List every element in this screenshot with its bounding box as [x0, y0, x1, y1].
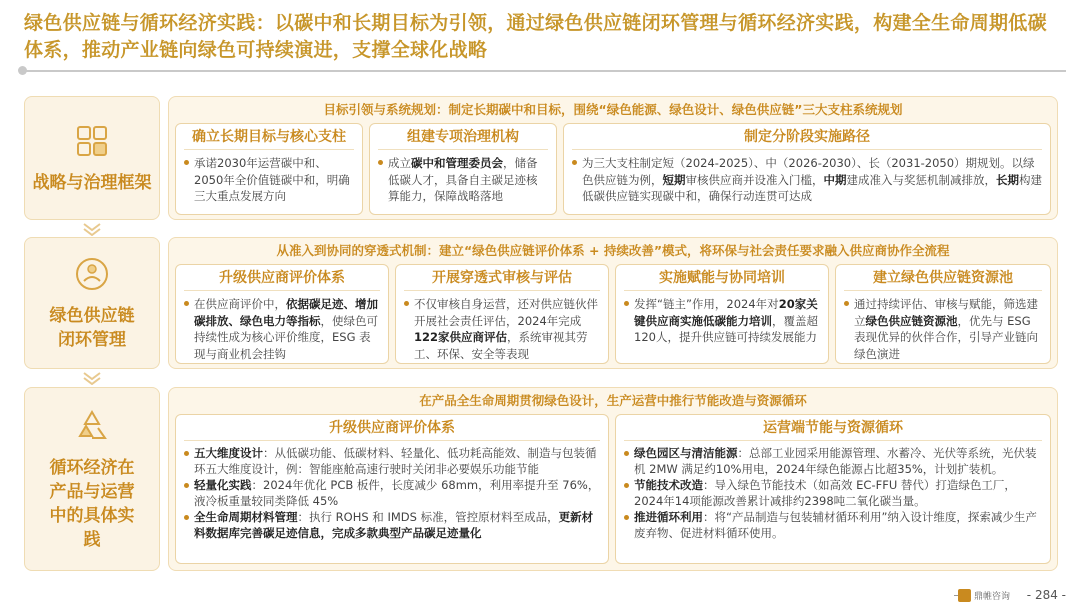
list-item: 绿色园区与清洁能源：总部工业园采用能源管理、水蓄冷、光伏等系统，光伏装机 2MW 满足约10%用电，2024年绿色能源占比超35%，计划扩装机。 [624, 445, 1042, 477]
footer-brand: 鼎帷咨询 [973, 592, 1010, 602]
card-title: 制定分阶段实施路径 [572, 124, 1042, 150]
section-strategy [24, 96, 1058, 220]
section-banner: 目标引领与系统规划：制定长期碳中和目标，围绕“绿色能源、绿色设计、绿色供应链”三大支柱系统规划 [323, 102, 903, 117]
card-long-term-goals [175, 123, 363, 215]
section-panel [168, 96, 1058, 220]
card-body: 为三大支柱制定短（2024-2025）、中（2026-2030）、长（2031-2050）期规划。以绿色供应链为例，短期审核供应商并设准入门槛，中期建成准入与奖惩机制减排放，长期构建低碳供应链实现碳中和，确保行动连贯可达成 [564, 150, 1050, 205]
card-body: 承诺2030年运营碳中和、2050年全价值链碳中和，明确三大重点发展方向 [176, 150, 362, 205]
section-panel [168, 387, 1058, 571]
page-number: - 284 - [1026, 588, 1066, 602]
section-banner: 在产品全生命周期贯彻绿色设计，生产运营中推行节能改造与资源循环 [419, 393, 807, 408]
section-label-box [24, 96, 160, 220]
brand-logo-icon [958, 589, 971, 602]
card-title: 实施赋能与协同培训 [624, 265, 820, 291]
supplier-network-icon [72, 254, 112, 294]
card-body: 发挥“链主”作用，2024年对20家关键供应商实施低碳能力培训，覆盖超120人，提升供应链可持续发展能力 [616, 291, 828, 346]
footer-logo [958, 589, 1010, 602]
card-title: 开展穿透式审核与评估 [404, 265, 600, 291]
list-item: 轻量化实践：2024年优化 PCB 板件，长度减少 68mm，利用率提升至 76%，液冷板重量较同类降低 45% [184, 477, 600, 509]
bullet-list [176, 441, 608, 541]
section-banner: 从准入到协同的穿透式机制：建立“绿色供应链评价体系 + 持续改善”模式，将环保与社会责任要求融入供应商协作全流程 [276, 243, 950, 258]
title-rule [22, 70, 1066, 72]
card-title: 建立绿色供应链资源池 [844, 265, 1042, 291]
card-body: 通过持续评估、审核与赋能，筛选建立绿色供应链资源池，优先与 ESG 表现优异的伙伴合作，引导产业链向绿色演进 [836, 291, 1050, 362]
card-governance-body [369, 123, 557, 215]
card-body: 不仅审核自身运营，还对供应链伙伴开展社会责任评估，2024年完成122家供应商评估，系统审视其劳工、环保、安全等表现 [396, 291, 608, 362]
card-title: 组建专项治理机构 [378, 124, 548, 150]
section-label: 战略与治理框架 [32, 173, 152, 193]
list-item: 五大维度设计：从低碳功能、低碳材料、轻量化、低功耗高能效、制造与包装循环五大维度设计，例：智能座舱高速行驶时关闭非必要娱乐功能节能 [184, 445, 600, 477]
list-item: 推进循环利用：将“产品制造与包装辅材循环利用”纳入设计维度，探索减少生产废弃物、促进材料循环使用。 [624, 509, 1042, 541]
bullet-list [616, 441, 1050, 541]
card-title: 确立长期目标与核心支柱 [184, 124, 354, 150]
card-phased-path [563, 123, 1051, 215]
card-product-design [175, 414, 609, 564]
section-green-supply-chain [24, 237, 1058, 369]
card-penetrating-audit [395, 264, 609, 364]
puzzle-icon [72, 121, 112, 161]
chevron-down-icon [82, 222, 102, 236]
section-label: 循环经济在产品与运营中的具体实践 [49, 458, 135, 550]
card-title: 运营端节能与资源循环 [624, 415, 1042, 441]
card-supplier-evaluation [175, 264, 389, 364]
section-panel [168, 237, 1058, 369]
card-resource-pool [835, 264, 1051, 364]
section-label-box [24, 237, 160, 369]
chevron-down-icon [82, 371, 102, 385]
recycle-icon [72, 406, 112, 446]
card-title: 升级供应商评价体系 [184, 415, 600, 441]
card-body: 成立碳中和管理委员会，储备低碳人才，具备自主碳足迹核算能力，保障战略落地 [370, 150, 556, 205]
list-item: 全生命周期材料管理：执行 ROHS 和 IMDS 标准，管控原材料至成品，更新材料数据库完善碳足迹信息，完成多款典型产品碳足迹量化 [184, 509, 600, 541]
section-label-box [24, 387, 160, 571]
card-empowerment-training [615, 264, 829, 364]
card-title: 升级供应商评价体系 [184, 265, 380, 291]
card-body: 在供应商评价中，依据碳足迹、增加碳排放、绿色电力等指标，使绿色可持续性成为核心评价维度，ESG 表现与商业机会挂钩 [176, 291, 388, 362]
card-operations-energy [615, 414, 1051, 564]
list-item: 节能技术改造：导入绿色节能技术（如高效 EC-FFU 替代）打造绿色工厂，2024年14项能源改善累计减排约2398吨二氧化碳当量。 [624, 477, 1042, 509]
page-title: 绿色供应链与循环经济实践：以碳中和长期目标为引领，通过绿色供应链闭环管理与循环经济实践，构建全生命周期低碳体系，推动产业链向绿色可持续演进，支撑全球化战略 [24, 12, 1047, 61]
section-label: 绿色供应链闭环管理 [49, 306, 135, 350]
section-circular-economy [24, 387, 1058, 571]
